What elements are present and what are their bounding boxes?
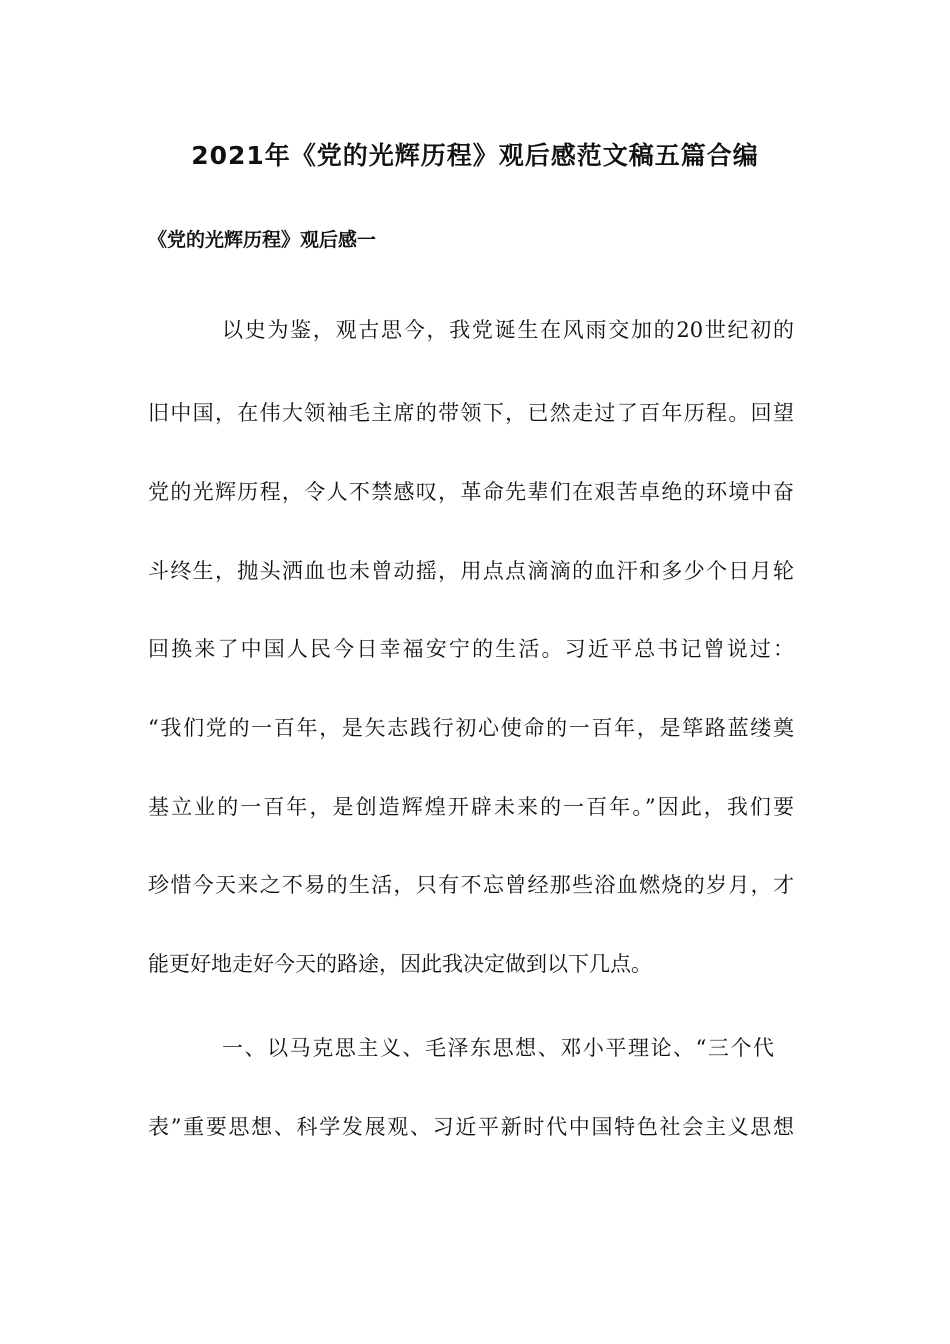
paragraph-line: 回换来了中国人民今日幸福安宁的生活。习近平总书记曾说过： [148,637,794,661]
paragraph-line: 能更好地走好今天的路途，因此我决定做到以下几点。 [148,952,652,976]
paragraph-line: 斗终生，抛头洒血也未曾动摇，用点点滴滴的血汗和多少个日月轮 [148,559,794,583]
paragraph-line: 以史为鉴，观古思今，我党诞生在风雨交加的20世纪初的 [222,318,794,342]
paragraph-line: 一、以马克思主义、毛泽东思想、邓小平理论、“三个代 [222,1036,774,1060]
document-title: 2021年《党的光辉历程》观后感范文稿五篇合编 [191,141,759,170]
paragraph-line: 党的光辉历程，令人不禁感叹，革命先辈们在艰苦卓绝的环境中奋 [148,480,794,504]
paragraph-line: 旧中国，在伟大领袖毛主席的带领下，已然走过了百年历程。回望 [148,401,794,425]
paragraph-line: 珍惜今天来之不易的生活，只有不忘曾经那些浴血燃烧的岁月，才 [148,873,794,897]
section-heading: 《党的光辉历程》观后感一 [148,229,377,251]
paragraph-line: 表”重要思想、科学发展观、习近平新时代中国特色社会主义思想 [148,1115,794,1139]
paragraph-line: “我们党的一百年，是矢志践行初心使命的一百年，是筚路蓝缕奠 [148,716,794,740]
paragraph-line: 基立业的一百年，是创造辉煌开辟未来的一百年。”因此，我们要 [148,795,794,819]
